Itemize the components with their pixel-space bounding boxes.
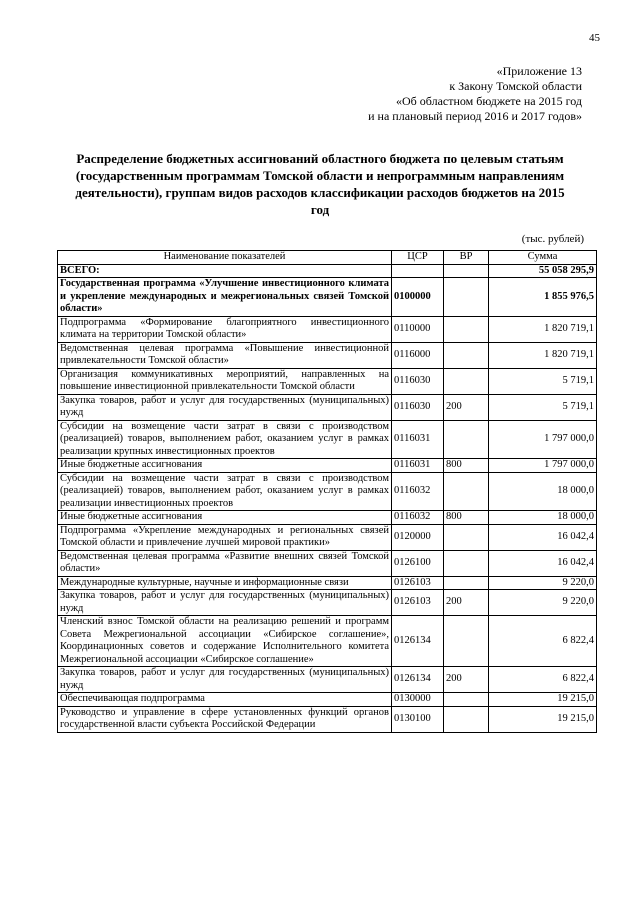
table-row: [58, 693, 597, 707]
table-row: [58, 459, 597, 473]
document-title: Распределение бюджетных ассигнований областного бюджета по целевым статьям (государственным программам Томской области и непрограммным направлениям деятельности), группам видов расходов классификации расходов бюджетов на 2015 год: [75, 151, 565, 217]
row-name: Субсидии на возмещение части затрат в связи с производством (реализацией) товаров, выполнением работ, оказанием услуг в рамках реализации инвестиционных проектов: [58, 472, 392, 511]
row-vr: [444, 576, 489, 590]
row-vr: [444, 264, 489, 278]
appendix-line: «Об областном бюджете на 2015 год: [396, 94, 582, 108]
row-vr: [444, 342, 489, 368]
units-label: (тыс. рублей): [521, 233, 584, 245]
row-csr: 0116032: [392, 472, 444, 511]
row-csr: 0120000: [392, 524, 444, 550]
row-name: Ведомственная целевая программа «Развитие внешних связей Томской области»: [58, 550, 392, 576]
table-row: [58, 472, 597, 511]
row-name: Иные бюджетные ассигнования: [58, 459, 392, 473]
row-csr: 0116032: [392, 511, 444, 525]
row-name: Закупка товаров, работ и услуг для государственных (муниципальных) нужд: [58, 394, 392, 420]
row-name: Государственная программа «Улучшение инвестиционного климата и укрепление международных и межрегиональных связей Томской области»: [58, 278, 392, 317]
table-row: [58, 667, 597, 693]
row-sum: 18 000,0: [489, 511, 597, 525]
row-sum: 55 058 295,9: [489, 264, 597, 278]
row-sum: 1 797 000,0: [489, 420, 597, 459]
table-row: [58, 576, 597, 590]
row-vr: [444, 524, 489, 550]
table-row: [58, 590, 597, 616]
row-vr: [444, 693, 489, 707]
table-row: [58, 278, 597, 317]
row-vr: [444, 472, 489, 511]
appendix-line: и на плановый период 2016 и 2017 годов»: [368, 109, 582, 123]
table-row: [58, 394, 597, 420]
row-csr: 0116030: [392, 368, 444, 394]
header-vr: ВР: [444, 251, 489, 265]
header-csr: ЦСР: [392, 251, 444, 265]
row-csr: 0116000: [392, 342, 444, 368]
table-row: [58, 550, 597, 576]
row-name: Международные культурные, научные и информационные связи: [58, 576, 392, 590]
row-name: Субсидии на возмещение части затрат в связи с производством (реализацией) товаров, выполнением работ, оказанием услуг в рамках реализации крупных инвестиционных проектов: [58, 420, 392, 459]
row-sum: 19 215,0: [489, 693, 597, 707]
row-name: Подпрограмма «Укрепление международных и региональных связей Томской области и привлечение лучшей мировой практики»: [58, 524, 392, 550]
row-name: Иные бюджетные ассигнования: [58, 511, 392, 525]
table-row: [58, 342, 597, 368]
row-name: Руководство и управление в сфере установленных функций органов государственной власти субъекта Российской Федерации: [58, 706, 392, 732]
row-vr: 200: [444, 394, 489, 420]
row-vr: 800: [444, 459, 489, 473]
row-csr: 0126103: [392, 590, 444, 616]
table-row: [58, 524, 597, 550]
row-csr: 0116030: [392, 394, 444, 420]
header-name: Наименование показателей: [58, 251, 392, 265]
row-name: Членский взнос Томской области на реализацию решений и программ Совета Межрегиональной ассоциации «Сибирское соглашение», Координационных советов и содержание Исполнительного комитета Межрегиональной ассоциации «Сибирское соглашение»: [58, 616, 392, 667]
row-sum: 1 820 719,1: [489, 316, 597, 342]
row-sum: 1 820 719,1: [489, 342, 597, 368]
row-csr: 0126134: [392, 616, 444, 667]
row-csr: 0126134: [392, 667, 444, 693]
row-vr: [444, 616, 489, 667]
row-vr: [444, 550, 489, 576]
row-sum: 16 042,4: [489, 524, 597, 550]
row-sum: 16 042,4: [489, 550, 597, 576]
row-vr: [444, 368, 489, 394]
row-name: Обеспечивающая подпрограмма: [58, 693, 392, 707]
row-csr: 0116031: [392, 459, 444, 473]
row-vr: [444, 706, 489, 732]
table-row: [58, 420, 597, 459]
row-csr: 0126100: [392, 550, 444, 576]
row-csr: 0126103: [392, 576, 444, 590]
row-name: ВСЕГО:: [58, 264, 392, 278]
row-vr: 200: [444, 667, 489, 693]
row-sum: 9 220,0: [489, 590, 597, 616]
budget-table: [57, 250, 597, 733]
row-sum: 5 719,1: [489, 394, 597, 420]
appendix-line: «Приложение 13: [496, 64, 582, 78]
row-csr: 0100000: [392, 278, 444, 317]
row-sum: 6 822,4: [489, 667, 597, 693]
page-number: 45: [589, 32, 600, 44]
row-name: Организация коммуникативных мероприятий, направленных на повышение инвестиционной привлекательности Томской области: [58, 368, 392, 394]
row-sum: 6 822,4: [489, 616, 597, 667]
row-sum: 19 215,0: [489, 706, 597, 732]
row-sum: 5 719,1: [489, 368, 597, 394]
row-sum: 1 855 976,5: [489, 278, 597, 317]
row-vr: 800: [444, 511, 489, 525]
table-row: [58, 511, 597, 525]
table-body: [58, 264, 597, 732]
table-row: [58, 368, 597, 394]
row-csr: 0130000: [392, 693, 444, 707]
row-vr: [444, 316, 489, 342]
row-csr: [392, 264, 444, 278]
row-sum: 18 000,0: [489, 472, 597, 511]
row-csr: 0116031: [392, 420, 444, 459]
table-row: [58, 616, 597, 667]
row-vr: 200: [444, 590, 489, 616]
appendix-line: к Закону Томской области: [449, 79, 582, 93]
row-name: Закупка товаров, работ и услуг для государственных (муниципальных) нужд: [58, 667, 392, 693]
row-csr: 0110000: [392, 316, 444, 342]
row-sum: 1 797 000,0: [489, 459, 597, 473]
table-row: [58, 264, 597, 278]
row-sum: 9 220,0: [489, 576, 597, 590]
row-csr: 0130100: [392, 706, 444, 732]
table-row: [58, 316, 597, 342]
table-header-row: [58, 251, 597, 265]
row-name: Закупка товаров, работ и услуг для государственных (муниципальных) нужд: [58, 590, 392, 616]
table-row: [58, 706, 597, 732]
appendix-reference: [252, 64, 582, 124]
row-vr: [444, 420, 489, 459]
row-name: Подпрограмма «Формирование благоприятного инвестиционного климата на территории Томской области»: [58, 316, 392, 342]
row-name: Ведомственная целевая программа «Повышение инвестиционной привлекательности Томской области»: [58, 342, 392, 368]
row-vr: [444, 278, 489, 317]
header-sum: Сумма: [489, 251, 597, 265]
